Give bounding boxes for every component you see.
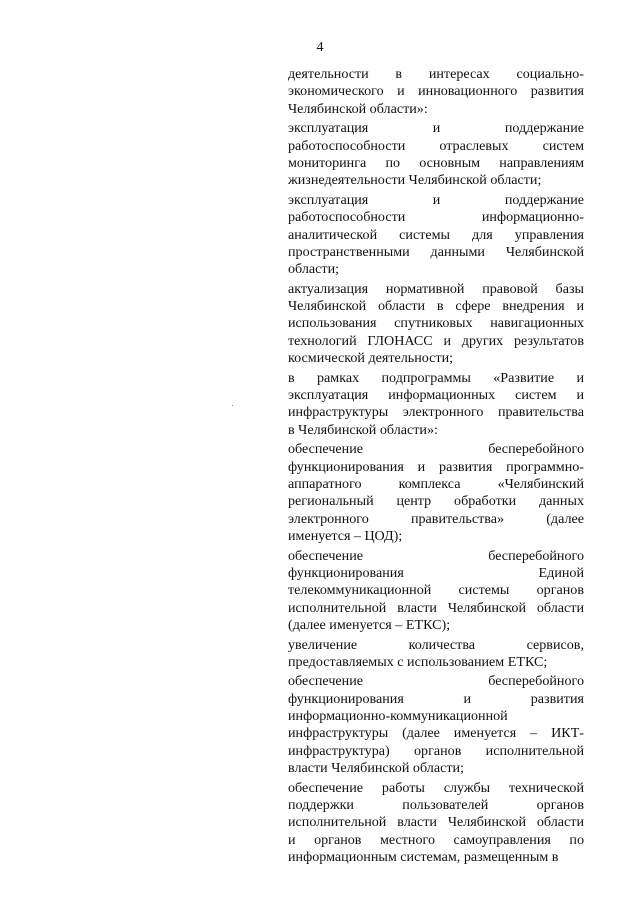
paragraph [288,281,584,368]
text-line: обеспечение бесперебойного [288,441,584,458]
paragraph [288,120,584,190]
text-line: исполнительной власти Челябинской области [288,599,584,616]
text-line: обеспечение бесперебойного [288,547,584,564]
text-line: функционирования и развития [288,690,584,707]
text-line: космической деятельности; [288,350,454,367]
page-number: 4 [316,40,324,55]
paragraph [288,66,584,118]
text-line: телекоммуникационной системы органов [288,582,584,599]
text-line: эксплуатация и поддержание [288,191,584,208]
text-line: в рамках подпрограммы «Развитие и [288,369,584,386]
text-line: пространственными данными Челябинской [288,243,584,260]
paragraph [288,637,584,672]
text-line: предоставляемых с использованием ЕТКС; [288,653,548,670]
text-line: инфраструктура) органов исполнительной [288,742,584,759]
text-line: информационно-коммуникационной [288,708,508,725]
text-line: в Челябинской области»: [288,421,438,438]
text-line: региональный центр обработки данных [288,493,584,510]
text-line: работоспособности отраслевых систем [288,137,584,154]
text-line: актуализация нормативной правовой базы [288,280,584,297]
text-line: инфраструктуры (далее именуется – ИКТ- [288,725,584,742]
text-line: экономического и инновационного развития [288,83,584,100]
text-line: аппаратного комплекса «Челябинский [288,475,584,492]
paragraph [288,548,584,635]
text-line: технологий ГЛОНАСС и других результатов [288,332,584,349]
paragraph [288,441,584,545]
text-line: жизнедеятельности Челябинской области; [288,172,542,189]
text-line: области; [288,261,340,278]
scan-speck [232,405,233,406]
paragraph [288,192,584,279]
text-line: инфраструктуры электронного правительства [288,404,584,421]
text-line: работоспособности информационно- [288,209,584,226]
text-line: деятельности в интересах социально- [288,66,584,82]
paragraph [288,370,584,440]
text-line: власти Челябинской области; [288,760,464,777]
paragraph [288,780,584,867]
text-line: мониторинга по основным направлениям [288,154,584,171]
text-line: Челябинской области»: [288,100,428,117]
text-line: и органов местного самоуправления по [288,831,584,848]
text-line: обеспечение работы службы технической [288,779,584,796]
text-line: (далее именуется – ЕТКС); [288,617,451,634]
text-line: электронного правительства» (далее [288,510,584,527]
text-line: функционирования Единой [288,564,584,581]
text-line: Челябинской области в сфере внедрения и [288,298,584,315]
text-line: поддержки пользователей органов [288,797,584,814]
text-line: эксплуатация информационных систем и [288,387,584,404]
text-line: обеспечение бесперебойного [288,673,584,690]
text-line: функционирования и развития программно- [288,458,584,475]
text-line: информационным системам, размещенным в [288,849,559,866]
text-line: исполнительной власти Челябинской области [288,814,584,831]
text-line: именуется – ЦОД); [288,528,403,545]
text-line: эксплуатация и поддержание [288,120,584,137]
text-line: использования спутниковых навигационных [288,315,584,332]
paragraph [288,673,584,777]
text-line: увеличение количества сервисов, [288,636,584,653]
text-line: аналитической системы для управления [288,226,584,243]
text-column [288,66,584,867]
